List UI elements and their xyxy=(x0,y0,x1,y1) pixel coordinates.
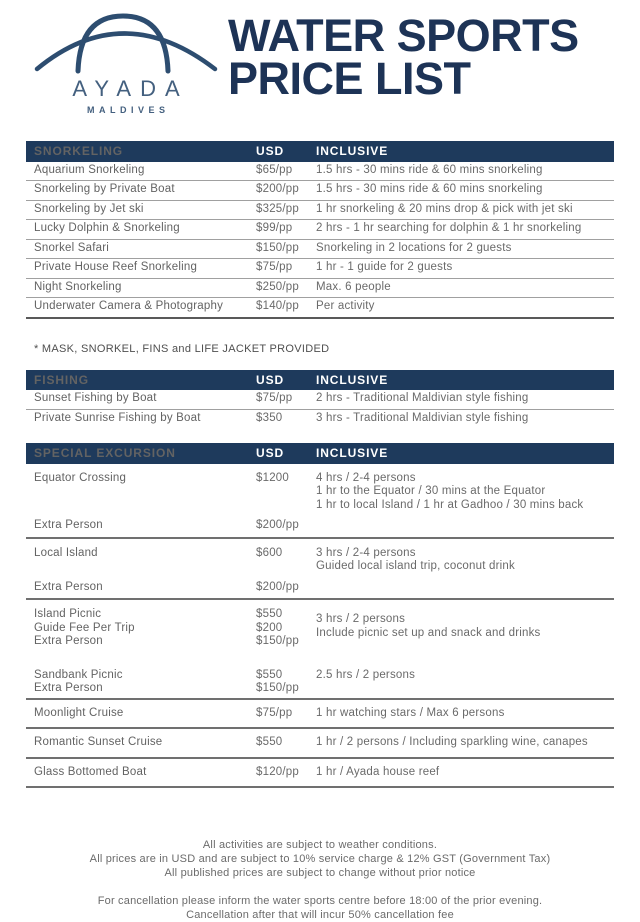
item-name-line: Private Sunrise Fishing by Boat xyxy=(34,411,201,424)
item-inclusive xyxy=(316,392,614,406)
table-row xyxy=(26,410,614,429)
item-name xyxy=(34,203,256,217)
col-header-inclusive: INCLUSIVE xyxy=(316,446,389,460)
footer-line: All published prices are subject to change without prior notice xyxy=(164,867,476,879)
item-price-line: $150/pp xyxy=(256,241,299,254)
col-header-usd: USD xyxy=(256,372,285,387)
item-price-line: $550 xyxy=(256,608,283,620)
section-fishing xyxy=(26,370,614,429)
item-name-line: Guide Fee Per Trip xyxy=(34,621,135,634)
item-price-line: $99/pp xyxy=(256,222,293,234)
item-inclusive-line: Max. 6 people xyxy=(316,280,391,293)
item-inclusive xyxy=(316,766,614,780)
section-title: SNORKELING xyxy=(34,144,124,158)
section-header-bar xyxy=(26,443,614,464)
item-name-line: Aquarium Snorkeling xyxy=(34,163,145,176)
item-price-line: $600 xyxy=(256,546,283,559)
item-inclusive xyxy=(316,736,614,750)
item-price-line: $200/pp xyxy=(256,183,299,195)
page-title-line2: PRICE LIST xyxy=(228,53,471,104)
item-name xyxy=(34,736,256,750)
item-inclusive-line: Include picnic set up and snack and drinks xyxy=(316,626,541,639)
item-name xyxy=(34,242,256,256)
item-name xyxy=(34,261,256,275)
col-header-usd: USD xyxy=(256,144,285,158)
table-row xyxy=(26,162,614,182)
item-name xyxy=(34,183,256,197)
item-name-line: Lucky Dolphin & Snorkeling xyxy=(34,222,180,234)
item-name-line: Night Snorkeling xyxy=(34,280,122,293)
table-row xyxy=(26,514,614,539)
item-price xyxy=(256,472,316,513)
item-inclusive-line: 1 hr / 2 persons / Including sparkling wine, canapes xyxy=(316,736,588,748)
item-inclusive xyxy=(316,281,614,295)
item-inclusive xyxy=(316,412,614,426)
item-name xyxy=(34,281,256,295)
item-name xyxy=(34,392,256,406)
item-price xyxy=(256,203,316,217)
table-row xyxy=(26,220,614,240)
item-price xyxy=(256,261,316,275)
item-name xyxy=(34,164,256,178)
item-inclusive xyxy=(316,242,614,256)
item-price xyxy=(256,707,316,721)
table-row xyxy=(26,464,614,515)
item-inclusive-line: 1 hr to the Equator / 30 mins at the Equator xyxy=(316,485,546,497)
item-inclusive-line: 1 hr - 1 guide for 2 guests xyxy=(316,261,453,273)
item-name xyxy=(34,472,256,513)
table-row xyxy=(26,539,614,576)
item-inclusive-line: Guided local island trip, coconut drink xyxy=(316,560,515,572)
item-name-line: Snorkel Safari xyxy=(34,241,110,254)
item-name-line: Snorkeling by Private Boat xyxy=(34,183,175,195)
weather-price-notes xyxy=(0,838,640,880)
item-inclusive-line: Per activity xyxy=(316,300,375,312)
table-row xyxy=(26,600,614,651)
tables-host xyxy=(26,141,614,788)
table-row xyxy=(26,729,614,759)
item-price xyxy=(256,608,316,649)
section-snorkeling xyxy=(26,141,614,355)
page-title-line1: WATER SPORTS xyxy=(228,10,579,61)
item-name-line: Extra Person xyxy=(34,635,103,647)
item-name-line: Island Picnic xyxy=(34,608,102,620)
item-inclusive xyxy=(316,608,614,649)
section-title: FISHING xyxy=(34,372,89,387)
item-price xyxy=(256,300,316,314)
page-title xyxy=(228,10,579,104)
item-price-line: $75/pp xyxy=(256,392,293,404)
section-header-bar xyxy=(26,141,614,162)
item-inclusive xyxy=(316,669,614,696)
footer-line: Cancellation after that will incur 50% cancellation fee xyxy=(186,909,454,921)
item-price xyxy=(256,519,316,533)
item-name xyxy=(34,766,256,780)
item-price xyxy=(256,669,316,696)
item-name-line: Underwater Camera & Photography xyxy=(34,300,224,312)
table-row xyxy=(26,661,614,700)
section-special-excursion xyxy=(26,443,614,788)
table-row xyxy=(26,759,614,789)
footer-notes xyxy=(0,838,640,922)
item-price xyxy=(256,281,316,295)
item-inclusive-line: 3 hrs - Traditional Maldivian style fishing xyxy=(316,411,529,424)
brand-logo xyxy=(36,8,216,115)
item-inclusive xyxy=(316,183,614,197)
item-name xyxy=(34,222,256,236)
table-row xyxy=(26,201,614,221)
col-header-inclusive: INCLUSIVE xyxy=(316,144,389,158)
item-inclusive xyxy=(316,519,614,533)
item-name-line: Moonlight Cruise xyxy=(34,706,124,719)
item-price-line: $550 xyxy=(256,736,283,748)
table-row xyxy=(26,390,614,410)
item-inclusive-line: 1 hr to local Island / 1 hr at Gadhoo / 30 mins back xyxy=(316,498,584,511)
table-row xyxy=(26,259,614,279)
item-price xyxy=(256,242,316,256)
table-row xyxy=(26,279,614,299)
item-name-line: Extra Person xyxy=(34,682,103,694)
item-price xyxy=(256,183,316,197)
item-name-line: Extra Person xyxy=(34,580,103,593)
item-price-line: $150/pp xyxy=(256,682,299,694)
item-inclusive-line: 3 hrs / 2 persons xyxy=(316,613,406,625)
item-inclusive xyxy=(316,261,614,275)
ayada-arches-icon xyxy=(36,8,216,74)
item-price-line: $75/pp xyxy=(256,261,293,273)
item-price-line: $140/pp xyxy=(256,300,299,312)
item-price-line: $65/pp xyxy=(256,163,293,176)
item-price xyxy=(256,412,316,426)
item-inclusive-line: 1.5 hrs - 30 mins ride & 60 mins snorkeling xyxy=(316,163,543,176)
brand-name: AYADA xyxy=(72,76,189,101)
brand-subtitle: MALDIVES xyxy=(86,105,170,115)
item-price xyxy=(256,766,316,780)
item-inclusive xyxy=(316,547,614,574)
item-name-line: Snorkeling by Jet ski xyxy=(34,202,144,215)
item-price xyxy=(256,547,316,574)
item-inclusive xyxy=(316,164,614,178)
col-header-inclusive: INCLUSIVE xyxy=(316,372,389,387)
item-name xyxy=(34,581,256,595)
item-price-line: $325/pp xyxy=(256,202,299,215)
item-inclusive-line: Snorkeling in 2 locations for 2 guests xyxy=(316,241,512,254)
table-row xyxy=(26,576,614,601)
item-name xyxy=(34,412,256,426)
item-price-line: $200 xyxy=(256,621,283,634)
item-name-line: Glass Bottomed Boat xyxy=(34,765,147,778)
item-name xyxy=(34,300,256,314)
item-price xyxy=(256,392,316,406)
item-price-line: $120/pp xyxy=(256,765,299,778)
header xyxy=(0,0,640,141)
item-inclusive-line: 2 hrs - Traditional Maldivian style fishing xyxy=(316,392,529,404)
equipment-note: * MASK, SNORKEL, FINS and LIFE JACKET PROVIDED xyxy=(34,342,330,355)
item-inclusive xyxy=(316,472,614,513)
item-name-line: Local Island xyxy=(34,546,98,559)
cancellation-notes xyxy=(0,894,640,922)
item-name-line: Extra Person xyxy=(34,519,103,531)
footer-line: For cancellation please inform the water sports centre before 18:00 of the prior evening. xyxy=(97,895,543,907)
table-row xyxy=(26,240,614,260)
item-inclusive-line: 3 hrs / 2-4 persons xyxy=(316,546,416,559)
item-price-line: $150/pp xyxy=(256,635,299,647)
item-name-line: Sandbank Picnic xyxy=(34,668,123,681)
section-title: SPECIAL EXCURSION xyxy=(34,446,176,460)
item-price-line: $200/pp xyxy=(256,519,299,531)
item-price-line: $350 xyxy=(256,411,283,424)
item-price xyxy=(256,581,316,595)
item-price xyxy=(256,222,316,236)
col-header-usd: USD xyxy=(256,446,285,460)
item-inclusive-line: 1 hr / Ayada house reef xyxy=(316,765,440,778)
item-inclusive-line: 2.5 hrs / 2 persons xyxy=(316,668,416,681)
footer-line: All activities are subject to weather conditions. xyxy=(202,839,438,851)
table-row xyxy=(26,700,614,730)
item-price-line: $75/pp xyxy=(256,706,293,719)
item-price-line: $1200 xyxy=(256,471,289,484)
item-name xyxy=(34,547,256,574)
item-inclusive-line: 4 hrs / 2-4 persons xyxy=(316,471,416,484)
item-price-line: $250/pp xyxy=(256,280,299,293)
item-name-line: Private House Reef Snorkeling xyxy=(34,261,198,273)
item-inclusive xyxy=(316,222,614,236)
table-row xyxy=(26,298,614,319)
item-price xyxy=(256,164,316,178)
table-row xyxy=(26,181,614,201)
item-inclusive-line: 1 hr watching stars / Max 6 persons xyxy=(316,706,505,719)
item-inclusive xyxy=(316,203,614,217)
item-price-line: $200/pp xyxy=(256,580,299,593)
item-inclusive xyxy=(316,300,614,314)
footer-line: All prices are in USD and are subject to 10% service charge & 12% GST (Government Tax) xyxy=(89,853,551,865)
item-inclusive xyxy=(316,707,614,721)
item-inclusive xyxy=(316,581,614,595)
item-name-line: Romantic Sunset Cruise xyxy=(34,736,163,748)
item-name-line: Sunset Fishing by Boat xyxy=(34,392,157,404)
item-inclusive-line: 1.5 hrs - 30 mins ride & 60 mins snorkeling xyxy=(316,183,543,195)
item-name xyxy=(34,707,256,721)
item-name xyxy=(34,519,256,533)
item-inclusive-line: 1 hr snorkeling & 20 mins drop & pick with jet ski xyxy=(316,202,573,215)
item-name xyxy=(34,608,256,649)
section-header-bar xyxy=(26,370,614,391)
item-name xyxy=(34,669,256,696)
item-price-line: $550 xyxy=(256,668,283,681)
item-inclusive-line: 2 hrs - 1 hr searching for dolphin & 1 hr snorkeling xyxy=(316,222,582,234)
item-name-line: Equator Crossing xyxy=(34,471,127,484)
item-price xyxy=(256,736,316,750)
